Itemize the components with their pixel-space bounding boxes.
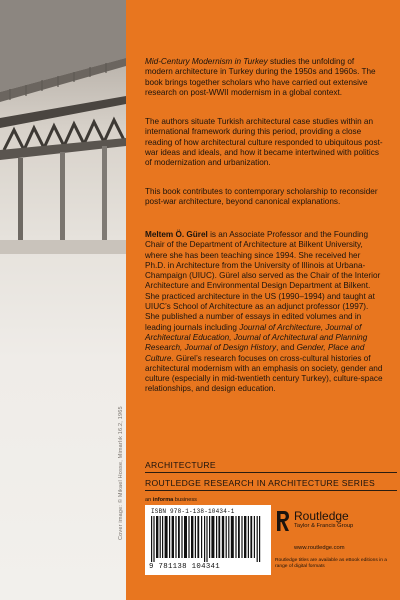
blurb-paragraph-3: This book contributes to contemporary scholarship to reconsider post-war architecture, beyond canonical explanations. bbox=[145, 187, 378, 207]
isbn-label: ISBN 978-1-138-10434-1 bbox=[151, 508, 235, 515]
journal-list: Journal of Architecture, Journal of Architectural Education, Journal of Architectural and Planning Research, Journal of Design History bbox=[145, 322, 368, 353]
blurb-p1-text: studies the unfolding of modern architecture in Turkey during the 1950s and 1960s. The book brings together scholars who have carried out extensive research on post-WWII modernism in a global context. bbox=[145, 57, 376, 97]
author-name: Meltem Ö. Gürel bbox=[145, 230, 208, 239]
blurb-paragraph-1 bbox=[145, 57, 383, 98]
routledge-logo-icon bbox=[274, 510, 290, 532]
journal-name: Gender, Place and Culture bbox=[145, 343, 365, 363]
subject-category: ARCHITECTURE bbox=[145, 460, 216, 470]
cover-photo bbox=[0, 0, 126, 600]
divider-rule bbox=[145, 490, 397, 491]
author-bio bbox=[145, 230, 383, 395]
publisher-block bbox=[272, 505, 397, 580]
barcode-bars-icon bbox=[151, 516, 265, 562]
publisher-group: Taylor & Francis Group bbox=[294, 523, 354, 529]
publisher-name: Routledge bbox=[294, 509, 349, 523]
isbn-barcode bbox=[145, 505, 271, 575]
informa-business-line: an informa business bbox=[145, 497, 197, 503]
canopy-structure-image bbox=[0, 0, 126, 600]
barcode-number: 9 781138 104341 bbox=[149, 563, 221, 571]
informa-logo-text: informa bbox=[152, 497, 174, 503]
ebook-note: Routledge titles are available as eBook editions in a range of digital formats bbox=[275, 558, 388, 569]
cover-image-credit: Cover image: © Mikael Hosse, Mimarlık 16.2, 1965 bbox=[118, 406, 124, 540]
bio-text-3: . Gürel’s research focuses on cross-cultural histories of architectural modernism with an emphasis on society, gender and culture (especially in mid-twentieth century Turkey), culture-space relationships, and design education. bbox=[145, 353, 383, 394]
series-name: ROUTLEDGE RESEARCH IN ARCHITECTURE SERIES bbox=[145, 478, 376, 488]
book-title-italic: Mid-Century Modernism in Turkey bbox=[145, 57, 268, 66]
blurb-paragraph-2: The authors situate Turkish architectural case studies within an international framework during this period, providing a close reading of how architectural culture responded to ubiquitous post-war ideas and ideals, and how it became intertwined with politics of modernization and urbanization. bbox=[145, 117, 383, 168]
publisher-url: www.routledge.com bbox=[294, 545, 345, 551]
back-cover-text bbox=[145, 0, 393, 600]
bio-text-2: , and bbox=[276, 343, 297, 353]
divider-rule bbox=[145, 472, 397, 473]
bio-text-1: is an Associate Professor and the Founding Chair of the Department of Architecture at Bilkent University, where she has been teaching since 1994. She received her Ph.D. in Architecture from the University of Illinois at Urbana-Champaign (UIUC). Gürel also served as the Chair of the Interior Architecture and Environmental Design Department at Bilkent. She practiced architecture in the US (1990–1994) and taught at UIUC’s School of Architecture as an adjunct professor (1997). She published a number of essays in edited volumes and in leading journals including bbox=[145, 230, 381, 332]
